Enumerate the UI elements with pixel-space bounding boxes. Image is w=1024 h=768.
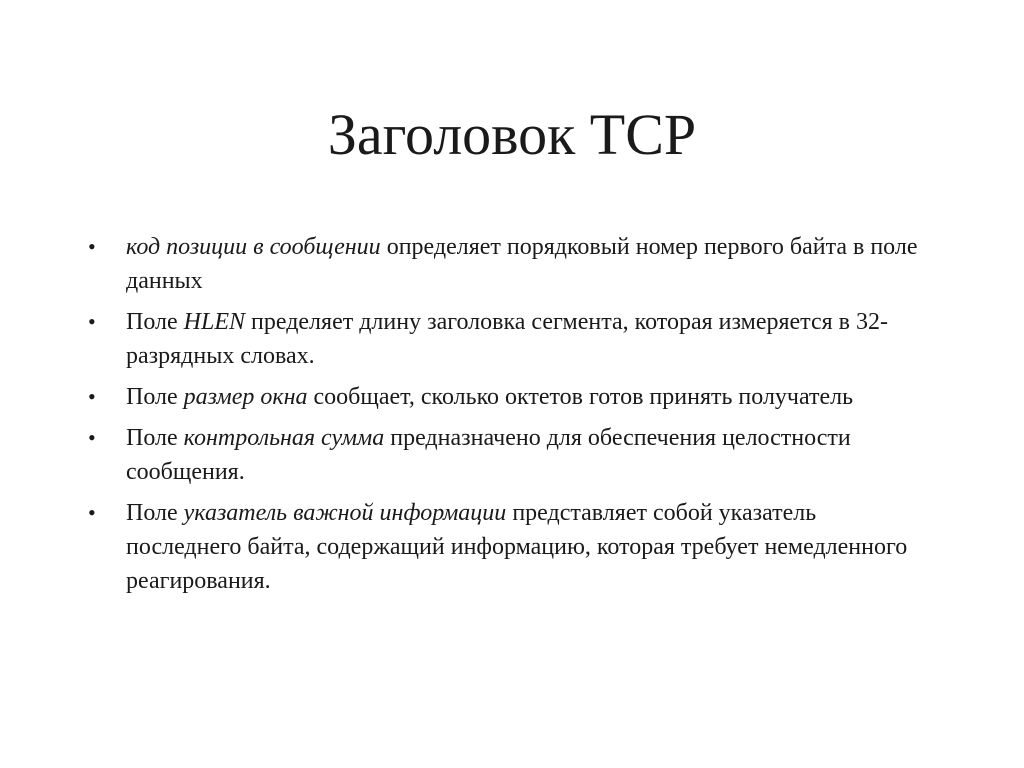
bullet-icon: •: [88, 425, 96, 450]
bullet-icon: •: [88, 384, 96, 409]
bullet-prefix: Поле: [126, 384, 184, 410]
bullet-item: [88, 230, 928, 298]
bullet-emphasis: размер окна: [183, 384, 308, 410]
bullet-text: предназначено для обеспечения целостности сообщения.: [126, 425, 851, 485]
bullet-icon: •: [88, 500, 96, 525]
bullet-icon: •: [88, 234, 96, 259]
bullet-prefix: Поле: [126, 425, 184, 451]
bullet-prefix: Поле: [126, 309, 184, 335]
bullet-text: представляет собой указатель последнего байта, содержащий информацию, которая требует немедленного реагирования.: [126, 500, 908, 594]
bullet-item: [88, 496, 928, 598]
bullet-text: определяет порядковый номер первого байта в поле данных: [126, 234, 918, 294]
bullet-text: пределяет длину заголовка сегмента, которая измеряется в 32-разрядных словах.: [126, 309, 888, 369]
bullet-icon: •: [88, 309, 96, 334]
bullet-emphasis: HLEN: [183, 309, 246, 335]
bullet-item: [88, 380, 928, 414]
bullet-prefix: Поле: [126, 500, 184, 526]
bullet-item: [88, 421, 928, 489]
bullet-emphasis: контрольная сумма: [183, 425, 385, 451]
bullet-emphasis: указатель важной информации: [183, 500, 507, 526]
slide-title: Заголовок TCP: [327, 102, 697, 167]
bullet-list: [88, 230, 928, 605]
bullet-text: сообщает, сколько октетов готов принять получатель: [307, 384, 854, 410]
bullet-item: [88, 305, 928, 373]
bullet-emphasis: код позиции в сообщении: [126, 234, 381, 260]
